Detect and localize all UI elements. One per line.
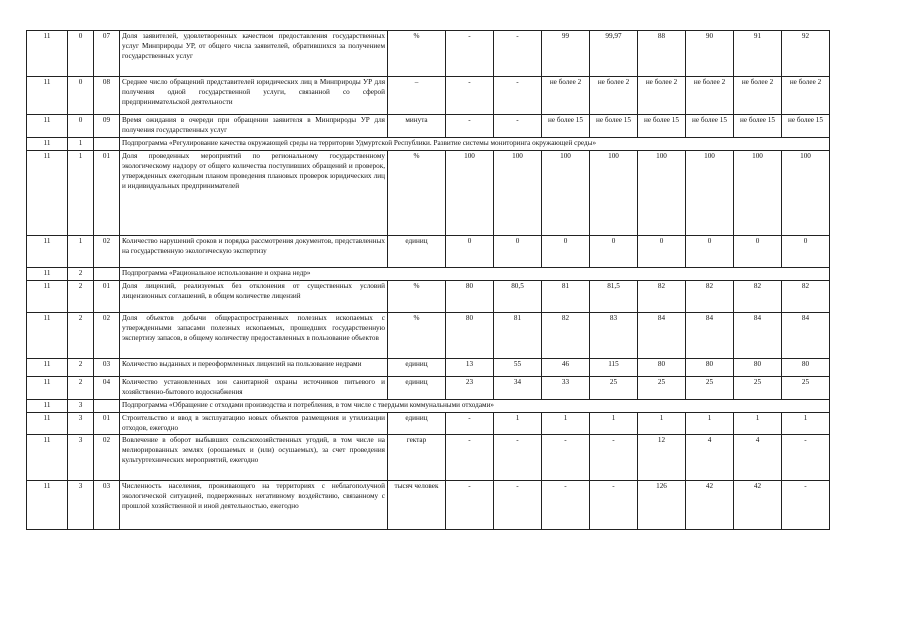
subprogram-row: [27, 399, 830, 412]
subprogram-code-cell: 2: [68, 280, 94, 312]
indicator-name-cell: Доля объектов добычи общераспространенных полезных ископаемых с утвержденными запасами полезных ископаемых, прошедших государственную экспертизу запасов, в общему количеству предоставленных в пользование объектов: [120, 312, 388, 358]
value-cell: 4: [686, 435, 734, 481]
value-cell: 1: [494, 412, 542, 435]
value-cell: -: [446, 115, 494, 138]
value-cell: 0: [686, 235, 734, 267]
indicator-number-cell: 02: [94, 312, 120, 358]
value-cell: 25: [734, 376, 782, 399]
indicator-name-cell: Количество выданных и переоформленных лицензий на пользование недрами: [120, 358, 388, 376]
unit-cell: тысяч человек: [388, 481, 446, 530]
indicator-number-cell: 02: [94, 435, 120, 481]
table-row: [27, 235, 830, 267]
program-code-cell: 11: [27, 412, 68, 435]
indicator-number-cell: 03: [94, 358, 120, 376]
value-cell: 82: [638, 280, 686, 312]
value-cell: 80,5: [494, 280, 542, 312]
unit-cell: единиц: [388, 358, 446, 376]
value-cell: не более 2: [782, 77, 830, 115]
unit-cell: единиц: [388, 412, 446, 435]
subprogram-code-cell: 0: [68, 77, 94, 115]
table-row: [27, 376, 830, 399]
value-cell: 80: [686, 358, 734, 376]
subprogram-title: Подпрограмма «Регулирование качества окружающей среды на территории Удмуртской Республики. Развитие системы мониторинга окружающей среды»: [120, 137, 830, 150]
value-cell: -: [782, 435, 830, 481]
indicator-number-cell: [94, 267, 120, 280]
value-cell: не более 2: [734, 77, 782, 115]
subprogram-code-cell: 2: [68, 358, 94, 376]
indicator-number-cell: 09: [94, 115, 120, 138]
table-body: [27, 31, 830, 530]
value-cell: -: [446, 481, 494, 530]
value-cell: -: [494, 31, 542, 77]
value-cell: 33: [542, 376, 590, 399]
value-cell: 88: [638, 31, 686, 77]
program-code-cell: 11: [27, 481, 68, 530]
value-cell: 34: [494, 376, 542, 399]
unit-cell: –: [388, 77, 446, 115]
value-cell: -: [590, 481, 638, 530]
table-row: [27, 115, 830, 138]
table-row: [27, 312, 830, 358]
value-cell: не более 2: [542, 77, 590, 115]
value-cell: 92: [782, 31, 830, 77]
value-cell: -: [494, 435, 542, 481]
value-cell: 126: [638, 481, 686, 530]
table-row: [27, 481, 830, 530]
indicators-table: [26, 30, 830, 530]
value-cell: 84: [686, 312, 734, 358]
value-cell: 82: [782, 280, 830, 312]
value-cell: 82: [686, 280, 734, 312]
value-cell: не более 15: [734, 115, 782, 138]
value-cell: не более 2: [638, 77, 686, 115]
value-cell: 84: [734, 312, 782, 358]
subprogram-code-cell: 2: [68, 376, 94, 399]
value-cell: 100: [494, 150, 542, 235]
value-cell: 55: [494, 358, 542, 376]
program-code-cell: 11: [27, 312, 68, 358]
table-row: [27, 150, 830, 235]
subprogram-code-cell: 0: [68, 31, 94, 77]
program-code-cell: 11: [27, 77, 68, 115]
table-row: [27, 358, 830, 376]
value-cell: 100: [782, 150, 830, 235]
program-code-cell: 11: [27, 358, 68, 376]
value-cell: -: [542, 435, 590, 481]
subprogram-title: Подпрограмма «Рациональное использование и охрана недр»: [120, 267, 830, 280]
value-cell: не более 15: [782, 115, 830, 138]
indicator-name-cell: Время ожидания в очереди при обращении заявителя в Минприроды УР для получения государственных услуг: [120, 115, 388, 138]
subprogram-code-cell: 3: [68, 412, 94, 435]
value-cell: 4: [734, 435, 782, 481]
indicator-name-cell: Количество нарушений сроков и порядка рассмотрения документов, представленных на государственную экологическую экспертизу: [120, 235, 388, 267]
value-cell: 13: [446, 358, 494, 376]
value-cell: 80: [446, 312, 494, 358]
value-cell: 80: [734, 358, 782, 376]
program-code-cell: 11: [27, 235, 68, 267]
value-cell: 25: [638, 376, 686, 399]
program-code-cell: 11: [27, 399, 68, 412]
program-code-cell: 11: [27, 267, 68, 280]
value-cell: 0: [734, 235, 782, 267]
value-cell: 25: [590, 376, 638, 399]
value-cell: 81: [542, 280, 590, 312]
value-cell: 23: [446, 376, 494, 399]
value-cell: 83: [590, 312, 638, 358]
value-cell: 1: [686, 412, 734, 435]
value-cell: 0: [782, 235, 830, 267]
value-cell: 84: [782, 312, 830, 358]
value-cell: 84: [638, 312, 686, 358]
subprogram-code-cell: 1: [68, 235, 94, 267]
value-cell: не более 2: [590, 77, 638, 115]
indicator-name-cell: Доля проведенных мероприятий по региональному государственному экологическому надзору от общего количества поступивших обращений и проверок, утвержденных ежегодным планом проведения плановых проверок юридических лиц и индивидуальных предпринимателей: [120, 150, 388, 235]
unit-cell: %: [388, 31, 446, 77]
value-cell: 1: [542, 412, 590, 435]
value-cell: 90: [686, 31, 734, 77]
program-code-cell: 11: [27, 376, 68, 399]
value-cell: -: [494, 115, 542, 138]
indicator-number-cell: 04: [94, 376, 120, 399]
value-cell: 82: [542, 312, 590, 358]
indicator-number-cell: 03: [94, 481, 120, 530]
value-cell: -: [494, 481, 542, 530]
value-cell: не более 15: [542, 115, 590, 138]
unit-cell: %: [388, 312, 446, 358]
value-cell: 25: [782, 376, 830, 399]
value-cell: 99,97: [590, 31, 638, 77]
value-cell: 0: [638, 235, 686, 267]
value-cell: 12: [638, 435, 686, 481]
value-cell: 0: [494, 235, 542, 267]
indicator-number-cell: 02: [94, 235, 120, 267]
value-cell: 42: [734, 481, 782, 530]
subprogram-code-cell: 0: [68, 115, 94, 138]
subprogram-code-cell: 2: [68, 312, 94, 358]
indicator-number-cell: 07: [94, 31, 120, 77]
value-cell: -: [446, 77, 494, 115]
indicator-number-cell: [94, 137, 120, 150]
indicator-name-cell: Численность населения, проживающего на территориях с неблагополучной экологической ситуацией, подверженных негативному воздействию, связанному с прошлой хозяйственной и иной деятельностью, ежегодно: [120, 481, 388, 530]
value-cell: 100: [734, 150, 782, 235]
indicator-name-cell: Среднее число обращений представителей юридических лиц в Минприроды УР для получения одной государственной услуги, связанной со сферой предпринимательской деятельности: [120, 77, 388, 115]
value-cell: 81: [494, 312, 542, 358]
value-cell: 46: [542, 358, 590, 376]
subprogram-code-cell: 2: [68, 267, 94, 280]
value-cell: 42: [686, 481, 734, 530]
value-cell: 80: [782, 358, 830, 376]
value-cell: 0: [446, 235, 494, 267]
subprogram-code-cell: 1: [68, 137, 94, 150]
document-page: [26, 30, 830, 530]
value-cell: -: [590, 435, 638, 481]
subprogram-code-cell: 3: [68, 481, 94, 530]
value-cell: 1: [590, 412, 638, 435]
subprogram-code-cell: 3: [68, 435, 94, 481]
value-cell: -: [494, 77, 542, 115]
subprogram-code-cell: 1: [68, 150, 94, 235]
value-cell: 0: [590, 235, 638, 267]
value-cell: не более 15: [590, 115, 638, 138]
table-row: [27, 280, 830, 312]
value-cell: -: [542, 481, 590, 530]
program-code-cell: 11: [27, 150, 68, 235]
value-cell: 1: [782, 412, 830, 435]
value-cell: 82: [734, 280, 782, 312]
unit-cell: единиц: [388, 376, 446, 399]
value-cell: 100: [638, 150, 686, 235]
unit-cell: %: [388, 150, 446, 235]
value-cell: 100: [542, 150, 590, 235]
value-cell: 81,5: [590, 280, 638, 312]
unit-cell: минута: [388, 115, 446, 138]
value-cell: -: [782, 481, 830, 530]
indicator-name-cell: Доля заявителей, удовлетворенных качеством предоставления государственных услуг Минприроды УР, от общего числа заявителей, обратившихся за получением государственных услуг: [120, 31, 388, 77]
value-cell: 80: [638, 358, 686, 376]
value-cell: -: [446, 31, 494, 77]
indicator-number-cell: [94, 399, 120, 412]
table-row: [27, 412, 830, 435]
subprogram-row: [27, 137, 830, 150]
unit-cell: гектар: [388, 435, 446, 481]
value-cell: не более 15: [686, 115, 734, 138]
program-code-cell: 11: [27, 115, 68, 138]
subprogram-row: [27, 267, 830, 280]
table-row: [27, 31, 830, 77]
table-row: [27, 435, 830, 481]
value-cell: 25: [686, 376, 734, 399]
indicator-number-cell: 01: [94, 412, 120, 435]
indicator-name-cell: Строительство и ввод в эксплуатацию новых объектов размещения и утилизации отходов, ежегодно: [120, 412, 388, 435]
value-cell: 100: [446, 150, 494, 235]
indicator-number-cell: 01: [94, 280, 120, 312]
unit-cell: единиц: [388, 235, 446, 267]
indicator-number-cell: 08: [94, 77, 120, 115]
value-cell: 1: [734, 412, 782, 435]
indicator-name-cell: Количество установленных зон санитарной охраны источников питьевого и хозяйственно-бытового водоснабжения: [120, 376, 388, 399]
indicator-name-cell: Доля лицензий, реализуемых без отклонения от существенных условий лицензионных соглашений, в общем количестве лицензий: [120, 280, 388, 312]
value-cell: 100: [686, 150, 734, 235]
unit-cell: %: [388, 280, 446, 312]
value-cell: 99: [542, 31, 590, 77]
program-code-cell: 11: [27, 31, 68, 77]
value-cell: 0: [542, 235, 590, 267]
indicator-number-cell: 01: [94, 150, 120, 235]
value-cell: -: [446, 435, 494, 481]
subprogram-code-cell: 3: [68, 399, 94, 412]
value-cell: 91: [734, 31, 782, 77]
indicator-name-cell: Вовлечение в оборот выбывших сельскохозяйственных угодий, в том числе на мелиорированных землях (орошаемых и (или) осушаемых), за счет проведения культуртехнических мероприятий, ежегодно: [120, 435, 388, 481]
program-code-cell: 11: [27, 280, 68, 312]
value-cell: 1: [638, 412, 686, 435]
table-row: [27, 77, 830, 115]
program-code-cell: 11: [27, 435, 68, 481]
value-cell: 80: [446, 280, 494, 312]
value-cell: -: [446, 412, 494, 435]
subprogram-title: Подпрограмма «Обращение с отходами производства и потребления, в том числе с твердыми коммунальными отходами»: [120, 399, 830, 412]
value-cell: 115: [590, 358, 638, 376]
value-cell: не более 2: [686, 77, 734, 115]
program-code-cell: 11: [27, 137, 68, 150]
value-cell: не более 15: [638, 115, 686, 138]
value-cell: 100: [590, 150, 638, 235]
